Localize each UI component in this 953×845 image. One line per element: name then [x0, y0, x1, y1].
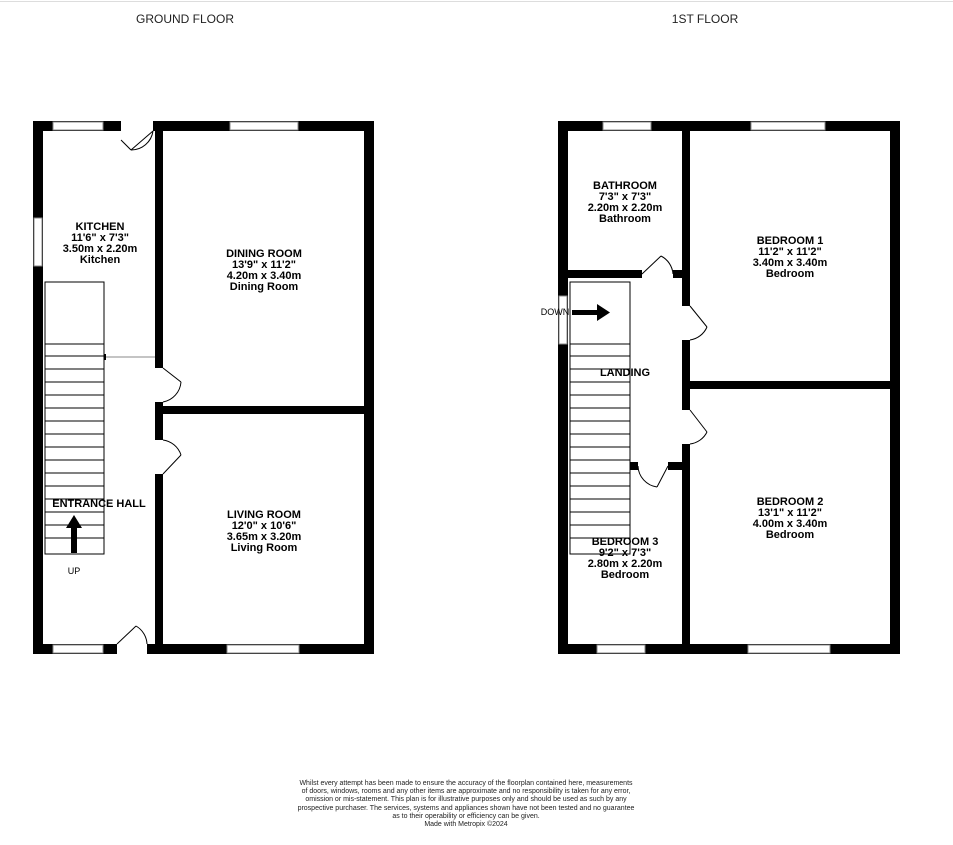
disclaimer-line: of doors, windows, rooms and any other items are approximate and no responsibility is taken for any error,: [301, 788, 631, 796]
dining-metric: 4.20m x 3.40m: [226, 270, 302, 282]
ground-staircase: [45, 282, 104, 554]
living-type: Living Room: [230, 542, 298, 554]
living-label: [227, 509, 302, 554]
disclaimer: [280, 780, 652, 829]
bedroom3-imperial: 9'2" x 7'3": [598, 547, 652, 559]
landing-window: [559, 296, 567, 344]
bedroom3-type: Bedroom: [600, 569, 650, 581]
living-window: [227, 645, 299, 653]
up-label: UP: [67, 566, 81, 576]
disclaimer-line: prospective purchaser. The services, systems and appliances shown have not been tested and no guarantee: [297, 804, 635, 812]
kitchen-side-window: [34, 218, 42, 266]
dining-name: DINING ROOM: [226, 248, 302, 260]
first-floor-title: 1ST FLOOR: [671, 12, 739, 26]
disclaimer-line: as to their operability or efficiency can be given.: [392, 812, 540, 820]
bathroom-name: BATHROOM: [593, 180, 657, 192]
bedroom1-name: BEDROOM 1: [756, 235, 824, 247]
up-arrow-icon: [71, 527, 77, 553]
bedroom1-imperial: 11'2" x 11'2": [758, 246, 822, 258]
dining-type: Dining Room: [229, 281, 299, 293]
entrance-hall-name: ENTRANCE HALL: [52, 498, 146, 510]
ground-floor-title: GROUND FLOOR: [135, 12, 235, 26]
bathroom-wall: [568, 270, 642, 278]
bathroom-window: [603, 122, 651, 130]
bedroom1-window: [751, 122, 825, 130]
kitchen-type: Kitchen: [79, 254, 121, 266]
bedroom1-2-wall: [682, 381, 900, 389]
bedroom3-window: [597, 645, 645, 653]
living-metric: 3.65m x 3.20m: [226, 531, 302, 543]
bathroom-metric: 2.20m x 2.20m: [587, 202, 663, 214]
bedroom3-name: BEDROOM 3: [591, 536, 659, 548]
disclaimer-credit: Made with Metropix ©2024: [424, 821, 508, 829]
kitchen-name: KITCHEN: [75, 221, 125, 233]
bedroom3-metric: 2.80m x 2.20m: [587, 558, 663, 570]
down-arrow-icon: [572, 310, 598, 315]
bedroom2-type: Bedroom: [765, 529, 815, 541]
dining-label: [226, 248, 302, 293]
bedroom2-name: BEDROOM 2: [756, 496, 824, 508]
dining-window: [230, 122, 298, 130]
ground-floor-plan: [33, 121, 374, 654]
disclaimer-line: Whilst every attempt has been made to ensure the accuracy of the floorplan contained here, measurements: [299, 780, 633, 787]
disclaimer-line: omission or mis-statement. This plan is for illustrative purposes only and should be used as such by any: [305, 796, 627, 804]
first-floor-plan: [541, 121, 900, 654]
bathroom-type: Bathroom: [599, 213, 651, 225]
dining-living-wall: [155, 406, 374, 414]
hall-window: [53, 645, 103, 653]
first-staircase: [570, 282, 630, 554]
bedroom2-metric: 4.00m x 3.40m: [752, 518, 828, 530]
bathroom-imperial: 7'3" x 7'3": [598, 191, 652, 203]
landing-name: LANDING: [599, 367, 651, 379]
living-imperial: 12'0" x 10'6": [231, 520, 297, 532]
down-label: DOWN: [540, 307, 570, 317]
kitchen-imperial: 11'6" x 7'3": [71, 232, 129, 244]
bedroom1-type: Bedroom: [765, 268, 815, 280]
kitchen-metric: 3.50m x 2.20m: [62, 243, 138, 255]
bedroom1-metric: 3.40m x 3.40m: [752, 257, 828, 269]
kitchen-window: [53, 122, 103, 130]
living-name: LIVING ROOM: [227, 509, 301, 521]
bedroom2-imperial: 13'1" x 11'2": [758, 507, 822, 519]
dining-imperial: 13'9" x 11'2": [232, 259, 296, 271]
bedroom2-window: [748, 645, 830, 653]
